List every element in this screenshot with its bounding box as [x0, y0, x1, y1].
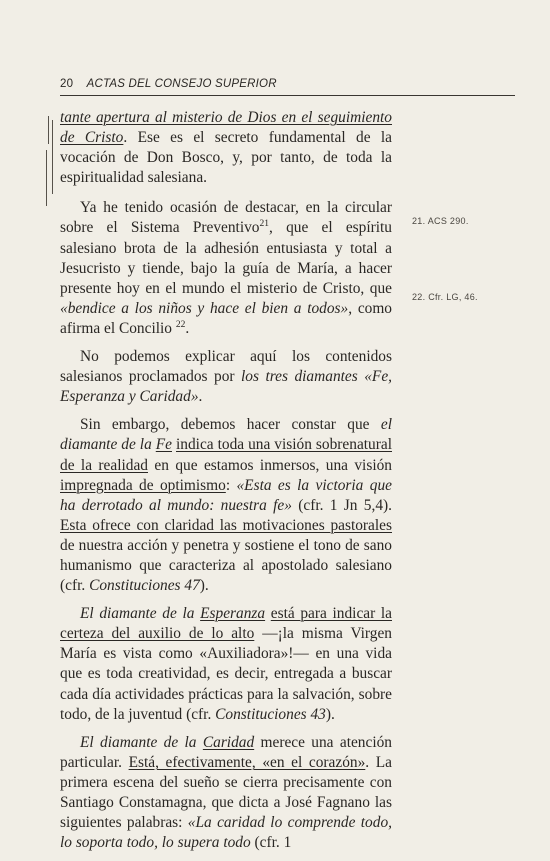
text-run: ). [325, 705, 335, 723]
footnote-ref: 22 [175, 319, 186, 330]
text-run: : [225, 476, 237, 494]
emphasis-italic: los tres diamantes «Fe, Esperanza y Caridad» [60, 368, 392, 406]
header-rule [60, 95, 515, 96]
margin-mark [46, 150, 47, 206]
underlined-text: impregnada de optimismo [60, 476, 226, 494]
underlined-text: Esta ofrece con claridad las motivaciones pastorales [60, 516, 392, 534]
emphasis-underlined: Esperanza [200, 605, 266, 623]
emphasis-italic: El diamante de la [80, 733, 203, 751]
text-run: . [198, 388, 203, 406]
footnote-21: 21. ACS 290. [412, 216, 469, 226]
text-run: merece una atención particular. [60, 733, 392, 771]
underlined-text: está para indicar la certeza del auxilio de lo alto [60, 605, 392, 643]
text-run: de nuestra acción y penetra y sostiene el tono de sano humanismo que caracteriza al apostolado salesiano (cfr. [60, 536, 392, 595]
body-text [60, 108, 392, 861]
text-run: ). [199, 577, 209, 595]
text-run: (cfr. 1 Jn 5,4). [291, 496, 392, 514]
paragraph [60, 733, 392, 854]
paragraph [60, 108, 392, 188]
text-run: (cfr. 1 [250, 834, 292, 852]
text-run: . Ese es el secreto fundamental de la vocación de Don Bosco, y, por tanto, de toda la espiritualidad salesiana. [60, 129, 392, 187]
quote-italic: «Esta es la victoria que ha derrotado al mundo: nuestra fe» [60, 476, 392, 514]
text-run: en que estamos inmersos, una visión [148, 456, 392, 474]
margin-mark [48, 116, 49, 144]
emphasis-underlined: Caridad [202, 733, 255, 751]
emphasis-italic: el diamante de la [60, 416, 392, 454]
footnote-ref: 21 [259, 219, 270, 230]
quote-italic: «La caridad lo comprende todo, lo soporta todo, lo supera todo [60, 814, 392, 852]
footnote-22: 22. Cfr. LG, 46. [412, 292, 478, 302]
page-number: 20 [60, 78, 74, 90]
paragraph [60, 198, 392, 339]
text-run: Ya he tenido ocasión de destacar, en la circular sobre el Sistema Preventivo [60, 199, 392, 237]
text-run: —¡la misma Virgen María es vista como «Auxiliadora»!— en una vida que es toda creatividad, es decir, entregada a buscar cada día actividades prácticas para la salvación, sobre todo, de la juventud (cfr. [60, 625, 393, 723]
running-title: ACTAS DEL CONSEJO SUPERIOR [86, 78, 277, 90]
emphasis-underlined: Fe [155, 436, 172, 454]
margin-mark [52, 120, 53, 194]
citation-italic: Constituciones 47 [89, 577, 200, 595]
paragraph [60, 604, 392, 725]
text-run: , que el espíritu salesiano brota de la adhesión entusiasta y total a Jesucristo y tiende, bajo la guía de María, a hacer presente hoy en el mundo el misterio de Cristo, que [60, 219, 393, 297]
text-run: No podemos explicar aquí los contenidos salesianos proclamados por [60, 348, 392, 386]
citation-italic: Constituciones 43 [215, 705, 326, 723]
underlined-text: Está, efectivamente, «en el corazón» [128, 753, 366, 771]
text-run: . La primera escena del sueño se cierra precisamente con Santiago Constamagna, que dicta a José Fagnano las siguientes palabras: [60, 753, 392, 832]
text-run: Sin embargo, debemos hacer constar que [80, 416, 381, 434]
paragraph [60, 347, 392, 407]
text-run: , como afirma el Concilio [60, 299, 393, 337]
emphasis-italic: El diamante de la [80, 605, 201, 623]
running-header [60, 78, 520, 90]
text-run: . [185, 319, 190, 337]
emphasis-underlined: tante apertura al misterio de Dios en el seguimiento de Cristo [60, 109, 392, 147]
underlined-text: indica toda una visión sobrenatural de la realidad [60, 436, 392, 474]
quote-italic: «bendice a los niños y hace el bien a todos» [60, 299, 349, 317]
paragraph [60, 415, 392, 596]
